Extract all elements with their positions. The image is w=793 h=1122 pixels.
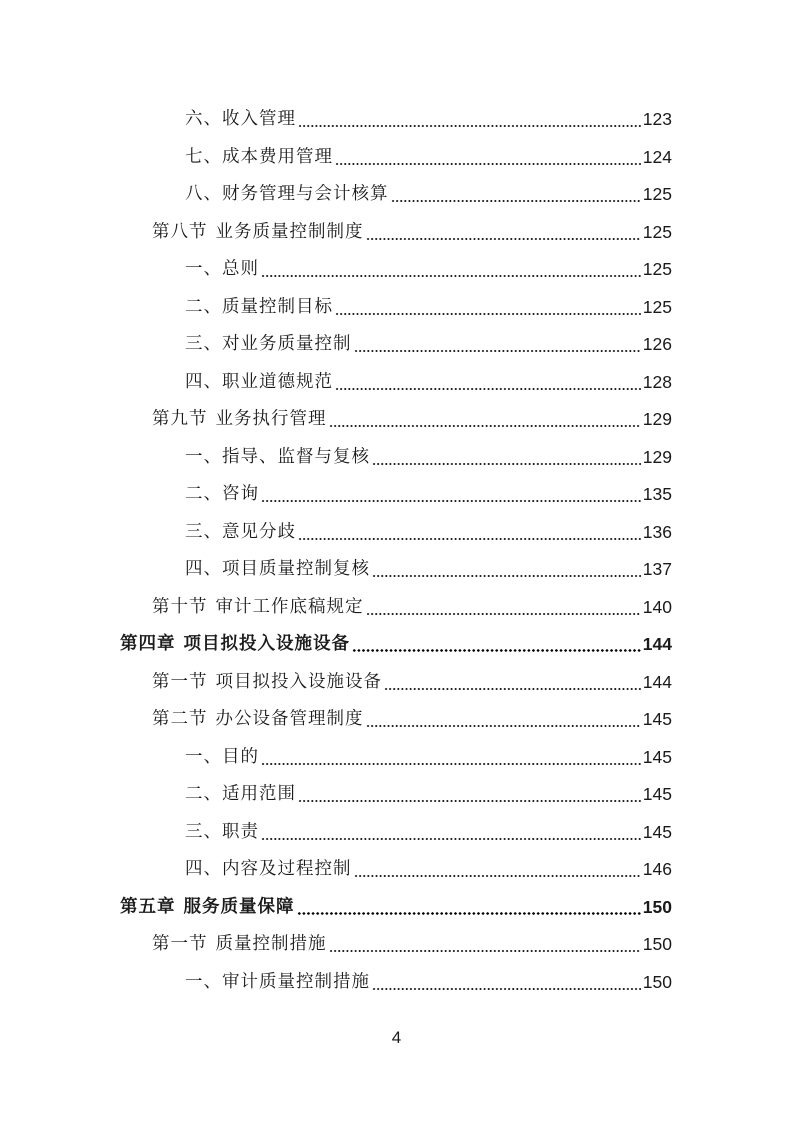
toc-subsection-entry[interactable] xyxy=(0,964,793,1002)
toc-entry-number: 四、 xyxy=(185,859,222,879)
toc-entry-text: 内容及过程控制 xyxy=(222,859,352,879)
toc-entry-text: 职责 xyxy=(222,821,259,842)
toc-entry-number: 一、 xyxy=(185,746,222,767)
toc-entry-number: 第十节 xyxy=(152,596,208,617)
toc-entry-title xyxy=(185,776,296,814)
toc-entry-title xyxy=(185,851,352,889)
dot-leader xyxy=(372,439,641,477)
toc-subsection-entry[interactable] xyxy=(0,289,793,327)
toc-page-number: 136 xyxy=(642,521,672,542)
toc-subsection-entry[interactable] xyxy=(0,251,793,289)
toc-entry-number: 第二节 xyxy=(152,709,208,729)
toc-entry-title xyxy=(185,101,296,139)
toc-entry-title xyxy=(185,251,259,289)
toc-entry-title xyxy=(185,514,296,552)
toc-chapter-entry[interactable] xyxy=(0,889,793,927)
toc-entry-number: 四、 xyxy=(185,371,222,392)
dot-leader xyxy=(297,889,641,927)
toc-page-number: 150 xyxy=(642,971,672,992)
toc-page-number: 144 xyxy=(642,671,672,692)
toc-subsection-entry[interactable] xyxy=(0,776,793,814)
toc-entry-title xyxy=(152,701,364,739)
toc-entry-number: 第九节 xyxy=(152,409,208,429)
toc-entry-title xyxy=(185,814,259,852)
dot-leader xyxy=(329,401,641,439)
toc-entry-text: 质量控制目标 xyxy=(222,296,333,317)
toc-page-number: 125 xyxy=(642,221,672,242)
toc-chapter-entry[interactable] xyxy=(0,626,793,664)
toc-subsection-entry[interactable] xyxy=(0,476,793,514)
toc-entry-text: 项目拟投入设施设备 xyxy=(183,634,350,654)
dot-leader xyxy=(372,964,641,1002)
dot-leader xyxy=(298,101,641,139)
toc-entry-title xyxy=(185,326,352,364)
toc-entry-text: 办公设备管理制度 xyxy=(215,709,364,729)
toc-entry-title xyxy=(120,889,295,927)
dot-leader xyxy=(366,214,641,252)
toc-entry-text: 收入管理 xyxy=(222,109,296,129)
dot-leader xyxy=(372,551,641,589)
toc-entry-number: 一、 xyxy=(185,971,222,992)
toc-entry-title xyxy=(185,289,333,327)
toc-subsection-entry[interactable] xyxy=(0,101,793,139)
toc-subsection-entry[interactable] xyxy=(0,439,793,477)
dot-leader xyxy=(384,664,641,702)
toc-page-number: 150 xyxy=(642,896,672,917)
dot-leader xyxy=(335,364,641,402)
toc-subsection-entry[interactable] xyxy=(0,814,793,852)
toc-page-number: 128 xyxy=(642,371,672,392)
toc-page-number: 125 xyxy=(642,296,672,317)
toc-page-number: 145 xyxy=(642,746,672,767)
toc-page-number: 129 xyxy=(642,409,672,429)
toc-page-number: 137 xyxy=(642,559,672,579)
toc-page-number: 123 xyxy=(642,109,672,129)
toc-entry-title xyxy=(185,364,333,402)
toc-entry-number: 一、 xyxy=(185,446,222,467)
toc-entry-number: 八、 xyxy=(185,184,222,204)
toc-entry-title xyxy=(185,739,259,777)
toc-entry-text: 财务管理与会计核算 xyxy=(222,184,389,204)
toc-entry-text: 职业道德规范 xyxy=(222,371,333,392)
toc-entry-text: 目的 xyxy=(222,746,259,767)
toc-entry-number: 第一节 xyxy=(152,671,208,692)
toc-page-number: 146 xyxy=(642,859,672,879)
dot-leader xyxy=(261,251,641,289)
page-number: 4 xyxy=(391,1028,402,1047)
toc-entry-number: 六、 xyxy=(185,109,222,129)
dot-leader xyxy=(366,701,641,739)
toc-page-number: 150 xyxy=(642,934,672,954)
toc-entry-text: 成本费用管理 xyxy=(222,146,333,167)
dot-leader xyxy=(335,139,641,177)
toc-entry-title xyxy=(152,664,382,702)
toc-entry-text: 指导、监督与复核 xyxy=(222,446,370,467)
toc-entry-text: 质量控制措施 xyxy=(215,934,327,954)
toc-entry-number: 四、 xyxy=(185,559,222,579)
toc-page-number: 129 xyxy=(642,446,672,467)
toc-section-entry[interactable] xyxy=(0,589,793,627)
toc-entry-number: 第四章 xyxy=(120,634,176,654)
toc-entry-text: 咨询 xyxy=(222,484,259,504)
toc-entry-text: 总则 xyxy=(222,259,259,279)
toc-subsection-entry[interactable] xyxy=(0,326,793,364)
toc-section-entry[interactable] xyxy=(0,664,793,702)
toc-page-number: 126 xyxy=(642,334,672,354)
toc-entry-number: 二、 xyxy=(185,784,222,804)
toc-entry-title xyxy=(185,964,370,1002)
toc-entry-number: 第一节 xyxy=(152,934,208,954)
toc-entry-text: 对业务质量控制 xyxy=(222,334,352,354)
dot-leader xyxy=(261,814,641,852)
toc-entry-title xyxy=(185,551,370,589)
toc-entry-text: 适用范围 xyxy=(222,784,296,804)
toc-entry-text: 项目拟投入设施设备 xyxy=(215,671,382,692)
toc-entry-title xyxy=(185,439,370,477)
toc-entry-title xyxy=(152,589,364,627)
toc-entry-number: 七、 xyxy=(185,146,222,167)
toc-subsection-entry[interactable] xyxy=(0,364,793,402)
dot-leader xyxy=(366,589,641,627)
toc-subsection-entry[interactable] xyxy=(0,514,793,552)
toc-entry-number: 第八节 xyxy=(152,221,208,242)
toc-entry-number: 一、 xyxy=(185,259,222,279)
dot-leader xyxy=(335,289,641,327)
toc-entry-number: 三、 xyxy=(185,521,222,542)
toc-page-number: 140 xyxy=(642,596,672,617)
toc-entry-title xyxy=(152,926,327,964)
toc-page-number: 135 xyxy=(642,484,672,504)
toc-subsection-entry[interactable] xyxy=(0,139,793,177)
toc-entry-number: 第五章 xyxy=(120,896,176,917)
dot-leader xyxy=(329,926,641,964)
toc-subsection-entry[interactable] xyxy=(0,176,793,214)
toc-entry-number: 二、 xyxy=(185,484,222,504)
toc-entry-number: 三、 xyxy=(185,334,222,354)
dot-leader xyxy=(391,176,641,214)
dot-leader xyxy=(298,776,641,814)
toc-entry-title xyxy=(120,626,350,664)
dot-leader xyxy=(352,626,641,664)
toc-subsection-entry[interactable] xyxy=(0,739,793,777)
toc-page-number: 145 xyxy=(642,821,672,842)
toc-entry-text: 意见分歧 xyxy=(222,521,296,542)
toc-entry-number: 三、 xyxy=(185,821,222,842)
toc-page-number: 144 xyxy=(642,634,672,654)
toc-page-number: 125 xyxy=(642,184,672,204)
toc-section-entry[interactable] xyxy=(0,214,793,252)
toc-entry-text: 服务质量保障 xyxy=(183,896,295,917)
dot-leader xyxy=(354,326,641,364)
toc-entry-text: 业务质量控制制度 xyxy=(215,221,364,242)
toc-page-number: 145 xyxy=(642,709,672,729)
toc-entry-title xyxy=(185,139,333,177)
toc-page-number: 125 xyxy=(642,259,672,279)
toc-entry-number: 二、 xyxy=(185,296,222,317)
toc-entry-title xyxy=(152,401,327,439)
toc-entry-text: 审计工作底稿规定 xyxy=(215,596,364,617)
toc-section-entry[interactable] xyxy=(0,701,793,739)
dot-leader xyxy=(261,476,641,514)
toc-entry-text: 项目质量控制复核 xyxy=(222,559,370,579)
dot-leader xyxy=(354,851,641,889)
toc-section-entry[interactable] xyxy=(0,926,793,964)
dot-leader xyxy=(261,739,641,777)
toc-subsection-entry[interactable] xyxy=(0,551,793,589)
toc-page-number: 124 xyxy=(642,146,672,167)
dot-leader xyxy=(298,514,641,552)
toc-section-entry[interactable] xyxy=(0,401,793,439)
toc-entry-text: 审计质量控制措施 xyxy=(222,971,370,992)
toc-entry-title xyxy=(152,214,364,252)
table-of-contents xyxy=(0,101,793,1001)
toc-entry-title xyxy=(185,176,389,214)
toc-entry-text: 业务执行管理 xyxy=(215,409,327,429)
toc-entry-title xyxy=(185,476,259,514)
toc-page-number: 145 xyxy=(642,784,672,804)
toc-subsection-entry[interactable] xyxy=(0,851,793,889)
